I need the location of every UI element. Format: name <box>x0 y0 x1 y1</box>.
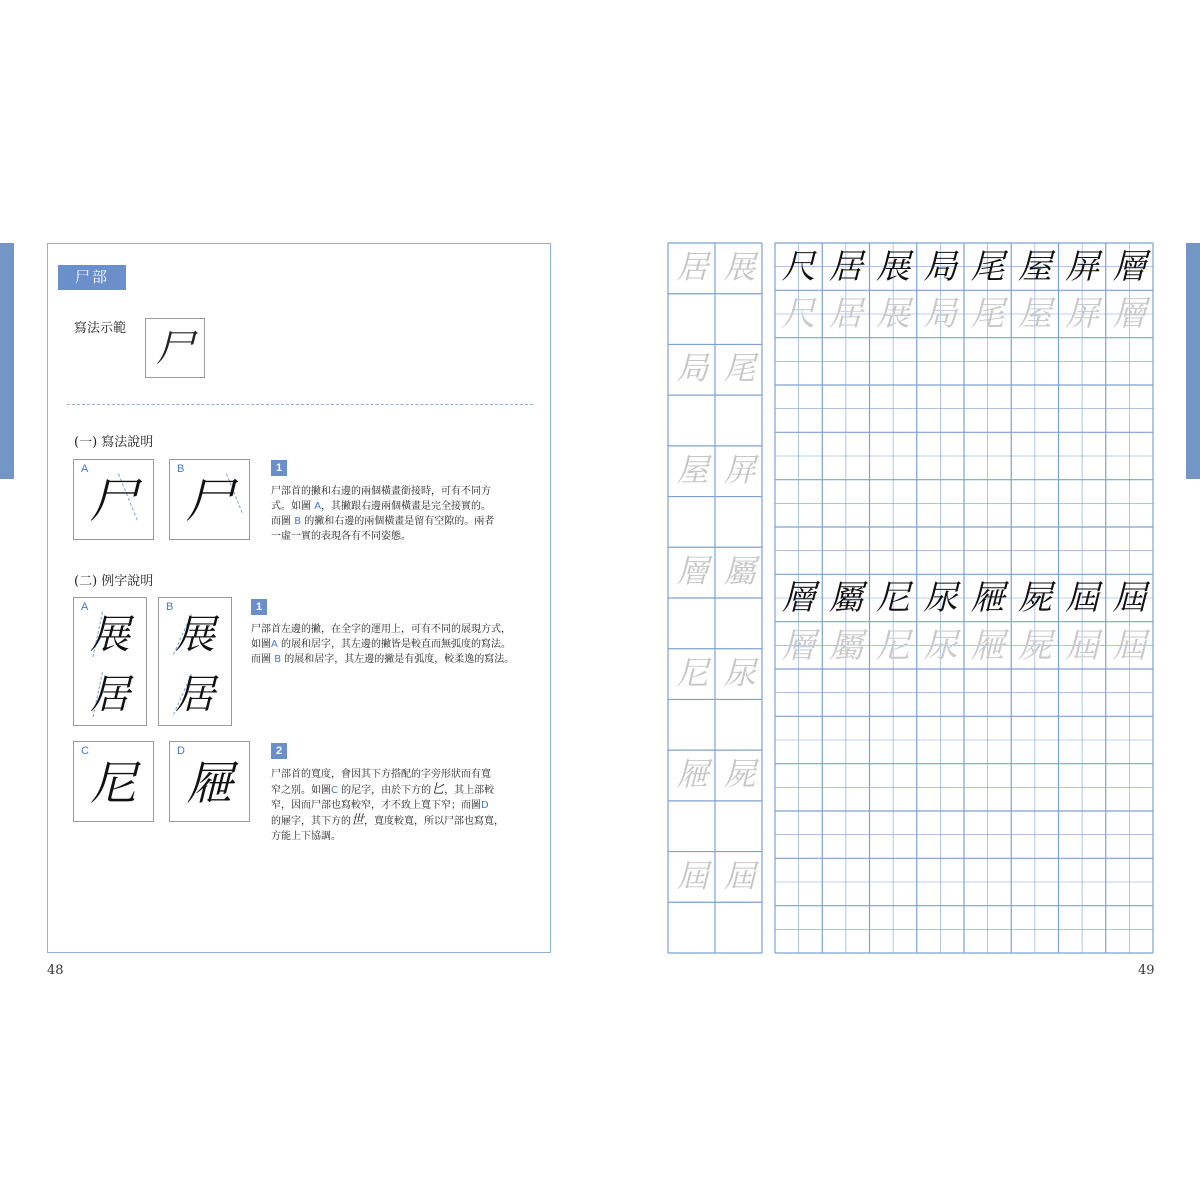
practice-char-model: 尿 <box>923 578 958 619</box>
reference-char: 屋 <box>676 450 709 489</box>
text-line: 而圖 B 的展和居字，其左邊的撇是有弧度，較柔逸的寫法。 <box>251 654 515 665</box>
demo-char: 尸 <box>155 326 194 370</box>
practice-char-model: 屬 <box>828 578 863 619</box>
practice-char-trace: 局 <box>923 294 958 335</box>
practice-char-trace: 展 <box>876 294 911 335</box>
text-line: 而圖 B 的撇和右邊的兩個橫畫是留有空隙的。兩者 <box>271 516 495 527</box>
text-line: 窄之別。如圖C 的尼字，由於下方的匕，其上部較 <box>271 782 495 797</box>
text-line: 如圖A 的展和居字，其左邊的撇皆是較直而無弧度的寫法。 <box>251 639 512 650</box>
practice-char-model: 尼 <box>876 578 911 619</box>
practice-char-trace: 尼 <box>876 625 911 666</box>
reference-char: 居 <box>676 248 709 286</box>
section-title: 尸部 <box>58 265 126 290</box>
practice-char-model: 尺 <box>781 247 816 287</box>
reference-char: 展 <box>723 248 756 286</box>
practice-char-model: 尾 <box>970 247 1005 287</box>
practice-char-model: 屋 <box>1017 247 1052 287</box>
part2-heading: (二) 例字說明 <box>74 574 154 589</box>
reference-char: 屏 <box>723 450 756 489</box>
figure-char: 屜 <box>186 756 233 810</box>
figure-letter: B <box>166 601 174 613</box>
reference-char: 尿 <box>723 653 756 692</box>
figure-char: 尸 <box>89 473 138 529</box>
practice-char-model: 屆 <box>1065 578 1100 619</box>
reference-char: 尼 <box>676 653 709 692</box>
figure-letter: A <box>81 601 89 613</box>
figure-char-top: 展 <box>90 612 130 658</box>
practice-char-trace: 尾 <box>970 294 1005 335</box>
figure-letter: C <box>81 745 89 757</box>
reference-char: 層 <box>676 552 709 591</box>
step-badge-1: 1 <box>251 599 267 615</box>
practice-char-trace: 屜 <box>970 625 1005 666</box>
practice-char-trace: 屆 <box>1065 625 1100 666</box>
practice-char-trace: 層 <box>1112 294 1147 335</box>
figure-letter: B <box>177 463 185 475</box>
text-line: 式。如圖 A，其撇跟右邊兩個橫畫是完全接實的。 <box>271 501 492 512</box>
text-line: 尸部首左邊的撇，在全字的運用上，可有不同的展現方式， <box>251 624 511 635</box>
step-badge-2: 2 <box>271 743 287 759</box>
text-line: 窄，因而尸部也寫較窄，才不致上寬下窄；而圖D <box>271 800 489 811</box>
figure-char-bottom: 居 <box>175 672 215 718</box>
practice-char-trace: 屬 <box>828 625 863 666</box>
demo-label: 寫法示範 <box>74 321 127 336</box>
practice-char-trace: 尿 <box>923 625 958 666</box>
practice-char-trace: 屍 <box>1017 625 1052 666</box>
text-line: 的屜字，其下方的世，寬度較寬，所以尸部也寫寬， <box>271 813 505 828</box>
practice-char-trace: 屆 <box>1112 625 1147 666</box>
practice-char-model: 屍 <box>1017 578 1052 619</box>
figure-char-top: 展 <box>175 612 215 658</box>
practice-char-model: 展 <box>876 247 911 287</box>
practice-char-model: 局 <box>923 247 958 287</box>
reference-char: 屬 <box>723 552 756 591</box>
reference-char: 局 <box>676 349 709 388</box>
reference-char: 屆 <box>676 856 709 895</box>
page-number-left: 48 <box>47 963 64 978</box>
step-badge-1: 1 <box>271 460 287 476</box>
reference-char: 屜 <box>676 755 709 794</box>
practice-char-trace: 尺 <box>781 294 816 335</box>
practice-char-model: 屜 <box>970 578 1005 619</box>
practice-char-model: 層 <box>781 578 816 619</box>
reference-char: 屍 <box>723 755 756 794</box>
page-number-right: 49 <box>1138 963 1155 978</box>
practice-char-trace: 層 <box>781 625 816 666</box>
practice-char-model: 層 <box>1112 247 1147 287</box>
text-line: 尸部首的撇和右邊的兩個橫畫銜接時，可有不同方 <box>271 486 491 497</box>
text-line: 尸部首的寬度，會因其下方搭配的字旁形狀而有寬 <box>271 769 491 780</box>
reference-char: 屆 <box>723 856 756 895</box>
text-line: 一虛一實的表現各有不同姿態。 <box>271 531 411 542</box>
practice-char-trace: 居 <box>828 294 863 335</box>
practice-char-model: 居 <box>828 247 863 287</box>
figure-letter: D <box>177 745 185 757</box>
figure-char-bottom: 居 <box>90 672 130 718</box>
practice-char-trace: 屋 <box>1017 294 1052 335</box>
practice-char-trace: 屏 <box>1065 294 1100 335</box>
practice-char-model: 屏 <box>1065 247 1100 287</box>
figure-char: 尼 <box>90 756 137 810</box>
figure-letter: A <box>81 463 89 475</box>
reference-char: 尾 <box>723 349 756 388</box>
part1-heading: (一) 寫法說明 <box>74 435 154 450</box>
text-line: 方能上下協調。 <box>271 831 341 842</box>
figure-char: 尸 <box>185 473 234 529</box>
practice-char-model: 屆 <box>1112 578 1147 619</box>
